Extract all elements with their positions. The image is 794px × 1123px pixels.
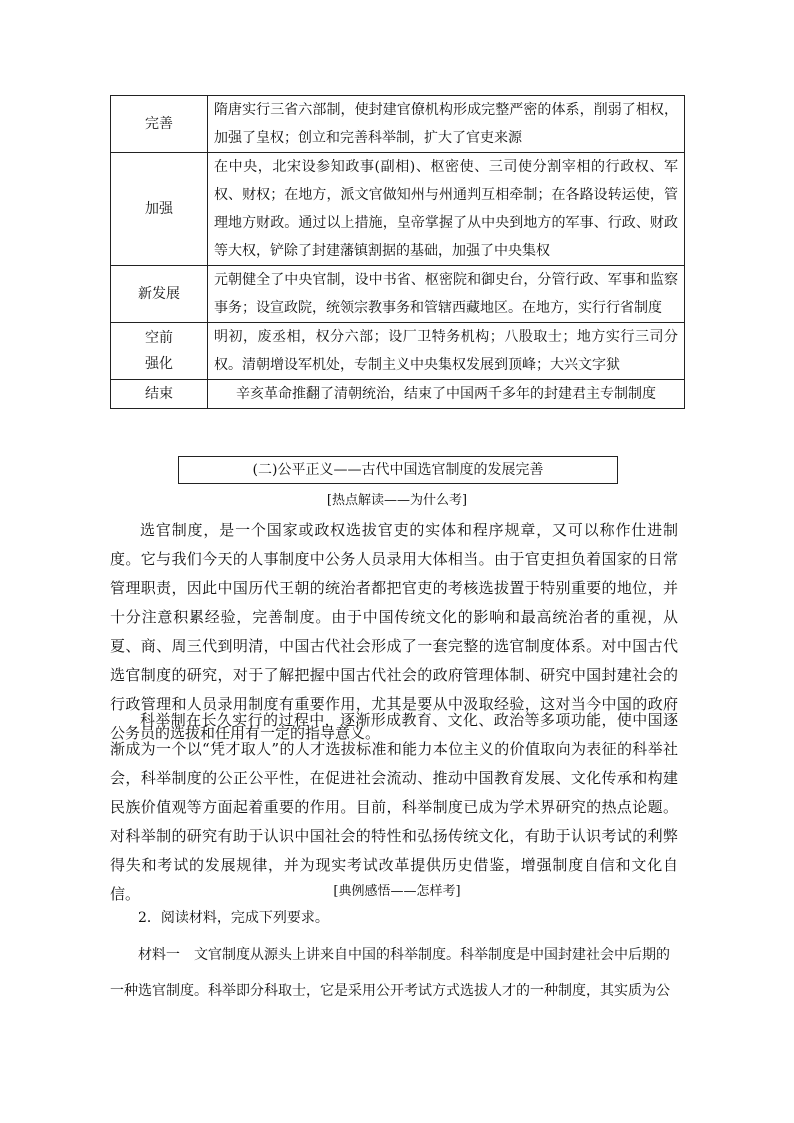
description-cell: 在中央，北宋设参知政事(副相)、枢密使、三司使分割宰相的行政权、军权、财权；在地方，派文官做知州与州通判互相牵制；在各路设转运使，管理地方财政。通过以上措施，皇帝掌握了从中央到地方的军事、行政、财政等大权，铲除了封建藩镇割据的基础，加强了中央集权 <box>208 153 685 266</box>
body-paragraph-2: 科举制在长久实行的过程中，逐渐形成教育、文化、政治等多项功能，使中国逐渐成为一个以“凭才取人”的人才选拔标准和能力本位主义的价值取向为表征的科举社会，科举制度的公正公平性，在促进社会流动、推动中国教育发展、文化传承和构建民族价值观等方面起着重要的作用。目前，科举制度已成为学术界研究的热点论题。对科举制的研究有助于认识中国社会的特性和弘扬传统文化，有助于认识考试的利弊得失和考试的发展规律，并为现实考试改革提供历史借鉴，增强制度自信和文化自信。 <box>110 711 678 903</box>
description-cell: 辛亥革命推翻了清朝统治，结束了中国两千多年的封建君主专制制度 <box>208 380 685 409</box>
example-label: [典例感悟——怎样考] <box>333 884 461 899</box>
description-cell: 元朝健全了中央官制，设中书省、枢密院和御史台，分管行政、军事和监察事务；设宣政院，统领宗教事务和管辖西藏地区。在地方，实行行省制度 <box>208 266 685 323</box>
table-row <box>111 323 685 380</box>
section-title-box: (二)公平正义——古代中国选官制度的发展完善 <box>178 456 618 484</box>
description-cell: 隋唐实行三省六部制，使封建官僚机构形成完整严密的体系，削弱了相权，加强了皇权；创立和完善科举制，扩大了官吏来源 <box>208 96 685 153</box>
stage-cell: 加强 <box>111 153 208 266</box>
material-line: 一种选官制度。科举即分科取士，它是采用公开考试方式选拔人才的一种制度，其实质为公 <box>110 983 670 999</box>
stage-cell: 结束 <box>111 380 208 409</box>
stage-label-line: 强化 <box>145 356 173 372</box>
stage-cell <box>111 323 208 380</box>
description-cell: 明初，废丞相，权分六部；设厂卫特务机构；八股取士；地方实行三司分权。清朝增设军机处，专制主义中央集权发展到顶峰；大兴文字狱 <box>208 323 685 380</box>
political-system-table <box>110 95 685 409</box>
material-line: 材料一 文官制度从源头上讲来自中国的科举制度。科举制度是中国封建社会中后期的 <box>138 947 670 963</box>
table-row <box>111 380 685 409</box>
table-row <box>111 153 685 266</box>
stage-label-line: 空前 <box>145 330 173 346</box>
table-row <box>111 96 685 153</box>
table-row <box>111 266 685 323</box>
stage-cell: 完善 <box>111 96 208 153</box>
body-paragraph-1: 选官制度，是一个国家或政权选拔官吏的实体和程序规章，又可以称作仕进制度。它与我们今天的人事制度中公务人员录用大体相当。由于官吏担负着国家的日常管理职责，因此中国历代王朝的统治者都把官吏的考核选拔置于特别重要的地位，并十分注意积累经验，完善制度。由于中国传统文化的影响和最高统治者的重视，从夏、商、周三代到明清，中国古代社会形成了一套完整的选官制度体系。对中国古代选官制度的研究，对于了解把握中国古代社会的政府管理体制、研究中国封建社会的行政管理和人员录用制度有重要作用，尤其是要从中汲取经验，这对当今中国的政府公务员的选拔和任用有一定的指导意义。 <box>110 521 678 742</box>
question-prompt: 2．阅读材料，完成下列要求。 <box>138 910 329 926</box>
stage-cell: 新发展 <box>111 266 208 323</box>
hot-topic-label: [热点解读——为什么考] <box>326 493 468 508</box>
